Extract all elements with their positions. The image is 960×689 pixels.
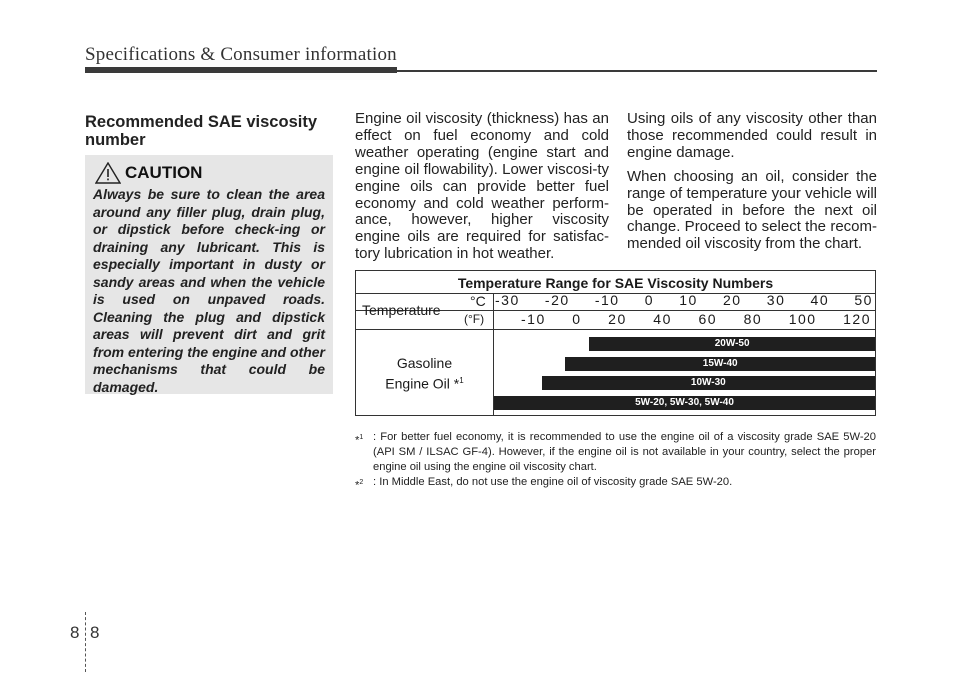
fahrenheit-tick: 20 (608, 311, 627, 327)
caution-text: Always be sure to clean the area around any filler plug, drain plug, or dipstick before check-ing or draining any lubricant. This is especially important in dusty or sandy areas and when the vehicle is used on unpaved roads. Cleaning the plug and dipstick areas will prevent dirt and grit from entering the engine and other mechanisms that could be damaged. (93, 186, 325, 395)
celsius-tick: -30 (495, 292, 520, 308)
footnote-text: : In Middle East, do not use the engine oil of viscosity grade SAE 5W-20. (373, 476, 733, 488)
damage-paragraph: Using oils of any viscosity other than those recommended could result in engine damage. (627, 110, 877, 161)
celsius-tick: 0 (644, 292, 655, 308)
gasoline-label-line2: Engine Oil * (385, 375, 460, 392)
fahrenheit-tick: 60 (698, 311, 718, 327)
caution-title: CAUTION (125, 163, 203, 182)
footnote-mark (355, 430, 373, 475)
footnote-number: 2 (359, 479, 364, 486)
footnote-number: 1 (359, 434, 364, 441)
viscosity-bar: 10W-30 (542, 376, 875, 390)
celsius-tick: 20 (723, 292, 742, 308)
temperature-label: Temperature (362, 302, 441, 318)
fahrenheit-tick: 120 (843, 311, 871, 327)
footnote-text: : For better fuel economy, it is recommended to use the engine oil of a viscosity grade SAE 5W-20 (API SM / ILSAC GF-4). However, if the engine oil is not available in your country, select the proper engine oil using the engine oil viscosity chart. (373, 431, 876, 473)
footnote-asterisk: * (355, 434, 360, 447)
fahrenheit-tick: 40 (653, 311, 672, 327)
body-text-middle (355, 111, 609, 270)
chart-rule-mid (356, 329, 875, 330)
page-number: 8 (90, 623, 100, 642)
viscosity-bar: 20W-50 (589, 337, 875, 351)
celsius-tick: 40 (810, 292, 830, 308)
header-title: Specifications & Consumer information (85, 44, 397, 65)
footnote (355, 475, 876, 494)
header-bar (85, 67, 397, 73)
footnote-mark (355, 475, 373, 494)
unit-celsius: °C (470, 293, 486, 309)
fahrenheit-ticks (521, 311, 871, 327)
viscosity-bar: 15W-40 (565, 357, 875, 371)
gasoline-engine-oil-label (356, 355, 493, 393)
fahrenheit-tick: -10 (521, 311, 546, 327)
header-rule (397, 70, 877, 72)
chapter-number: 8 (70, 623, 80, 642)
fahrenheit-tick: 0 (572, 311, 582, 327)
celsius-ticks (495, 292, 873, 308)
body-text-right (627, 111, 877, 260)
warning-triangle-icon (95, 162, 121, 184)
choosing-paragraph: When choosing an oil, consider the range of temperature your vehicle will be operated in before the next oil change. Proceed to select the recom-mended oil viscosity from the chart. (627, 167, 877, 253)
celsius-tick: -10 (594, 292, 620, 308)
footnote-asterisk: * (355, 479, 360, 492)
gasoline-label-footnote: 1 (459, 376, 464, 385)
celsius-tick: 50 (854, 292, 873, 308)
gasoline-label-line1: Gasoline (396, 355, 453, 371)
page-number-divider (85, 612, 87, 672)
section-heading: Recommended SAE viscosity number (85, 113, 317, 149)
fahrenheit-tick: 80 (743, 311, 763, 327)
viscosity-paragraph: Engine oil viscosity (thickness) has an effect on fuel economy and cold weather operating (engine start and engine oil flowability). Lower viscosi-ty engine oils can provide better fuel economy and cold weather perform-ance, however, higher viscosity engine oils are required for satisfac-tory lubrication in hot weather. (355, 110, 609, 263)
celsius-tick: 10 (679, 292, 698, 308)
celsius-tick: 30 (766, 292, 786, 308)
caution-box (85, 155, 333, 394)
fahrenheit-tick: 100 (788, 311, 817, 327)
footnotes (355, 430, 876, 494)
footnote (355, 430, 876, 475)
chart-title: Temperature Range for SAE Viscosity Numbers (457, 275, 774, 291)
celsius-tick: -20 (544, 292, 570, 308)
unit-fahrenheit: (°F) (464, 312, 485, 326)
viscosity-bar: 5W-20, 5W-30, 5W-40 (494, 396, 875, 410)
viscosity-chart (355, 270, 876, 416)
